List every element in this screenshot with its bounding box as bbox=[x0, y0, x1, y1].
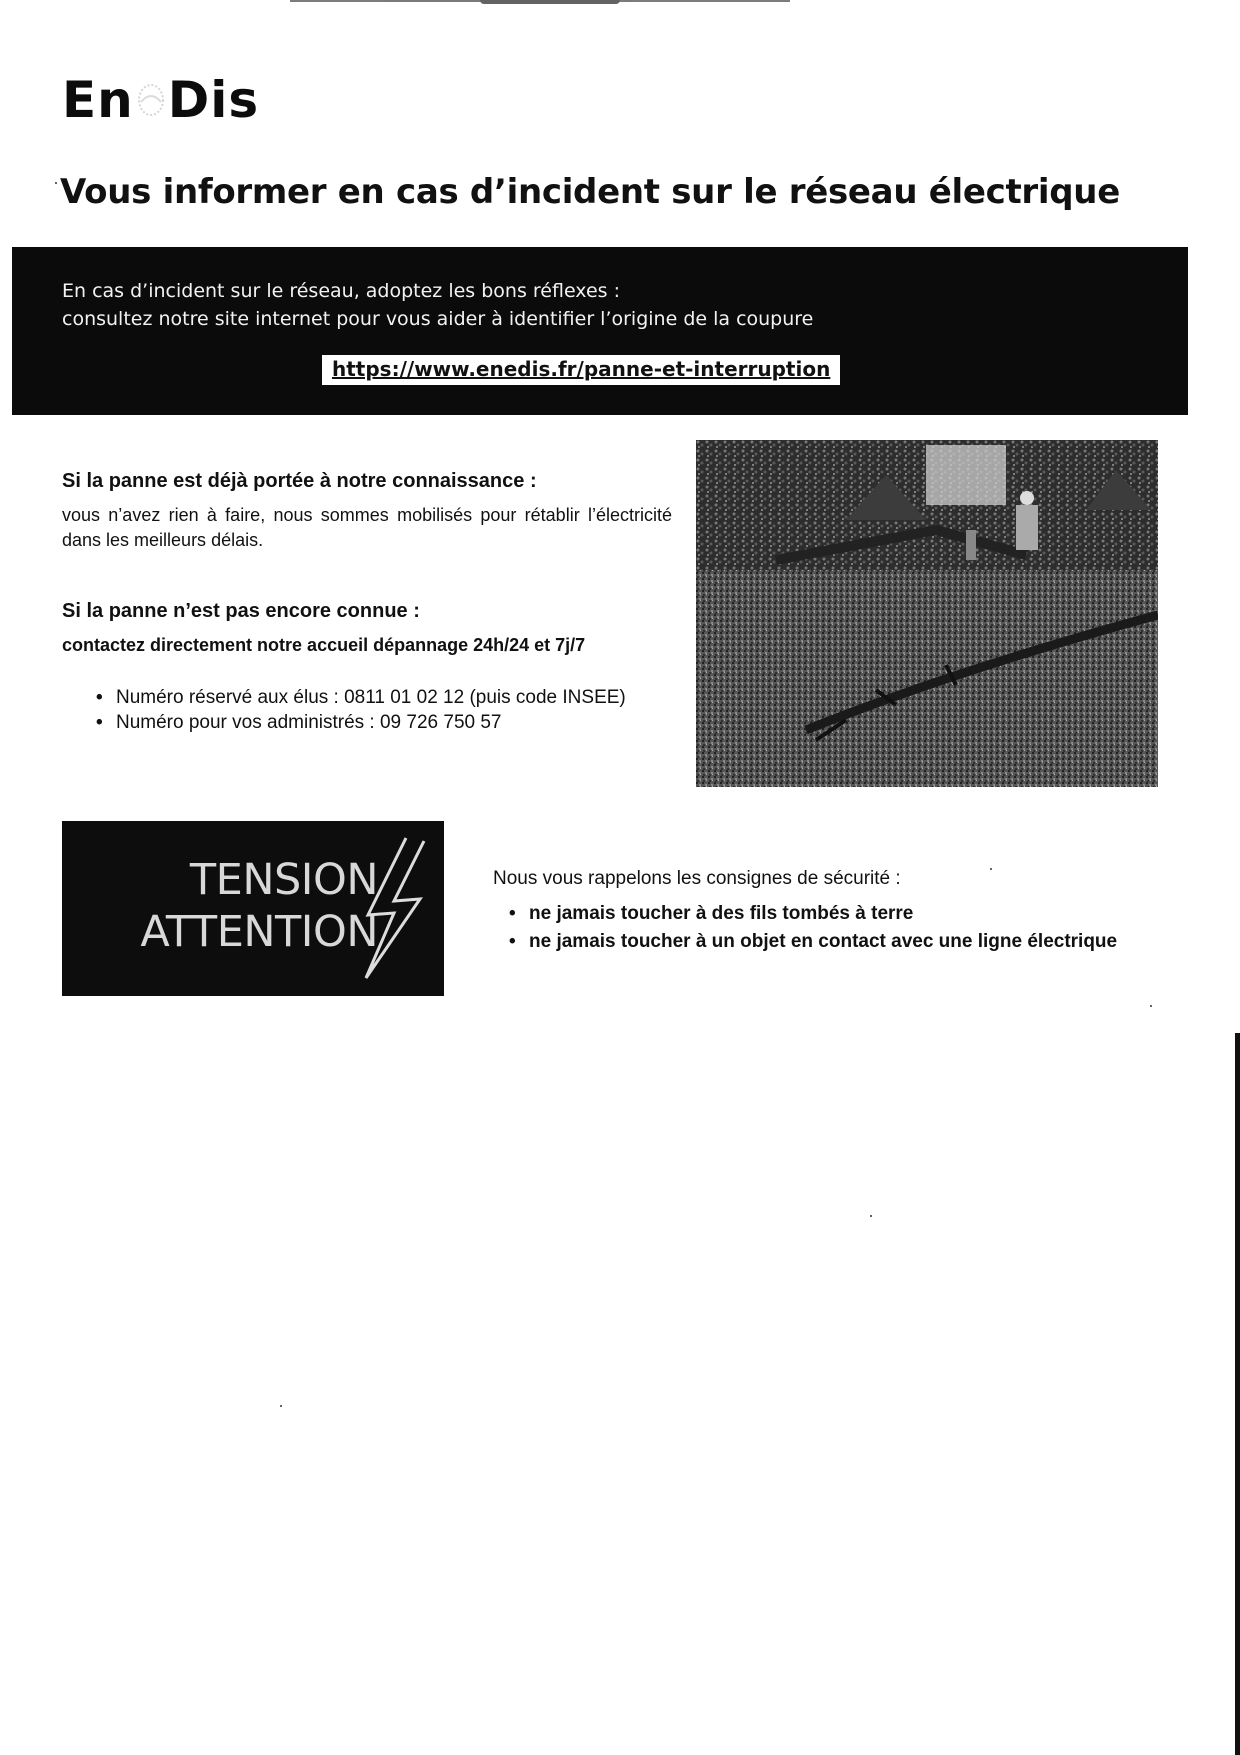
tension-attention-sign bbox=[62, 821, 444, 996]
enedis-logo bbox=[62, 70, 259, 130]
scan-speck bbox=[870, 1215, 872, 1217]
scan-speck bbox=[55, 182, 57, 184]
safety-item: • ne jamais toucher à un objet en contact avec une ligne électrique bbox=[509, 928, 1117, 956]
logo-text-right: Dis bbox=[167, 71, 260, 129]
scan-speck bbox=[1150, 1005, 1152, 1007]
scan-artifact-top bbox=[290, 0, 790, 2]
safety-title: Nous vous rappelons les consignes de sécurité : bbox=[493, 868, 901, 889]
banner-text bbox=[62, 277, 813, 333]
logo-swirl-icon bbox=[136, 80, 166, 120]
known-outage-text: vous n’avez rien à faire, nous sommes mobilisés pour rétablir l’électricité dans les meilleurs délais. bbox=[62, 505, 672, 550]
known-outage-heading: Si la panne est déjà portée à notre connaissance : bbox=[62, 470, 537, 492]
logo-text-left: En bbox=[62, 71, 134, 129]
safety-item: • ne jamais toucher à des fils tombés à terre bbox=[509, 900, 1117, 928]
outage-link[interactable]: https://www.enedis.fr/panne-et-interruption bbox=[322, 355, 840, 385]
residents-number: • Numéro pour vos administrés : 09 726 750 57 bbox=[96, 710, 626, 735]
safety-section bbox=[493, 868, 1117, 956]
tension-sign-line-2: ATTENTION bbox=[140, 907, 378, 957]
phone-number-list bbox=[96, 685, 626, 735]
scan-speck bbox=[990, 868, 992, 870]
page-title: Vous informer en cas d’incident sur le réseau électrique bbox=[60, 172, 1120, 212]
unknown-outage-section bbox=[62, 600, 672, 656]
safety-list bbox=[509, 900, 1117, 956]
fallen-tree-photo bbox=[696, 440, 1158, 787]
banner-line-1: En cas d’incident sur le réseau, adoptez les bons réflexes : bbox=[62, 280, 620, 302]
unknown-outage-heading: Si la panne n’est pas encore connue : bbox=[62, 600, 420, 622]
scan-artifact-right bbox=[1235, 1033, 1240, 1755]
tension-sign-text bbox=[78, 854, 378, 958]
tension-sign-line-1: TENSION bbox=[189, 855, 378, 905]
scan-speck bbox=[280, 1405, 282, 1407]
elected-officials-number: • Numéro réservé aux élus : 0811 01 02 12 (puis code INSEE) bbox=[96, 685, 626, 710]
info-banner bbox=[12, 247, 1188, 415]
lightning-bolt-icon bbox=[354, 833, 434, 983]
known-outage-section bbox=[62, 470, 672, 553]
unknown-outage-text: contactez directement notre accueil dépannage 24h/24 et 7j/7 bbox=[62, 635, 586, 655]
banner-line-2: consultez notre site internet pour vous aider à identifier l’origine de la coupure bbox=[62, 308, 814, 330]
